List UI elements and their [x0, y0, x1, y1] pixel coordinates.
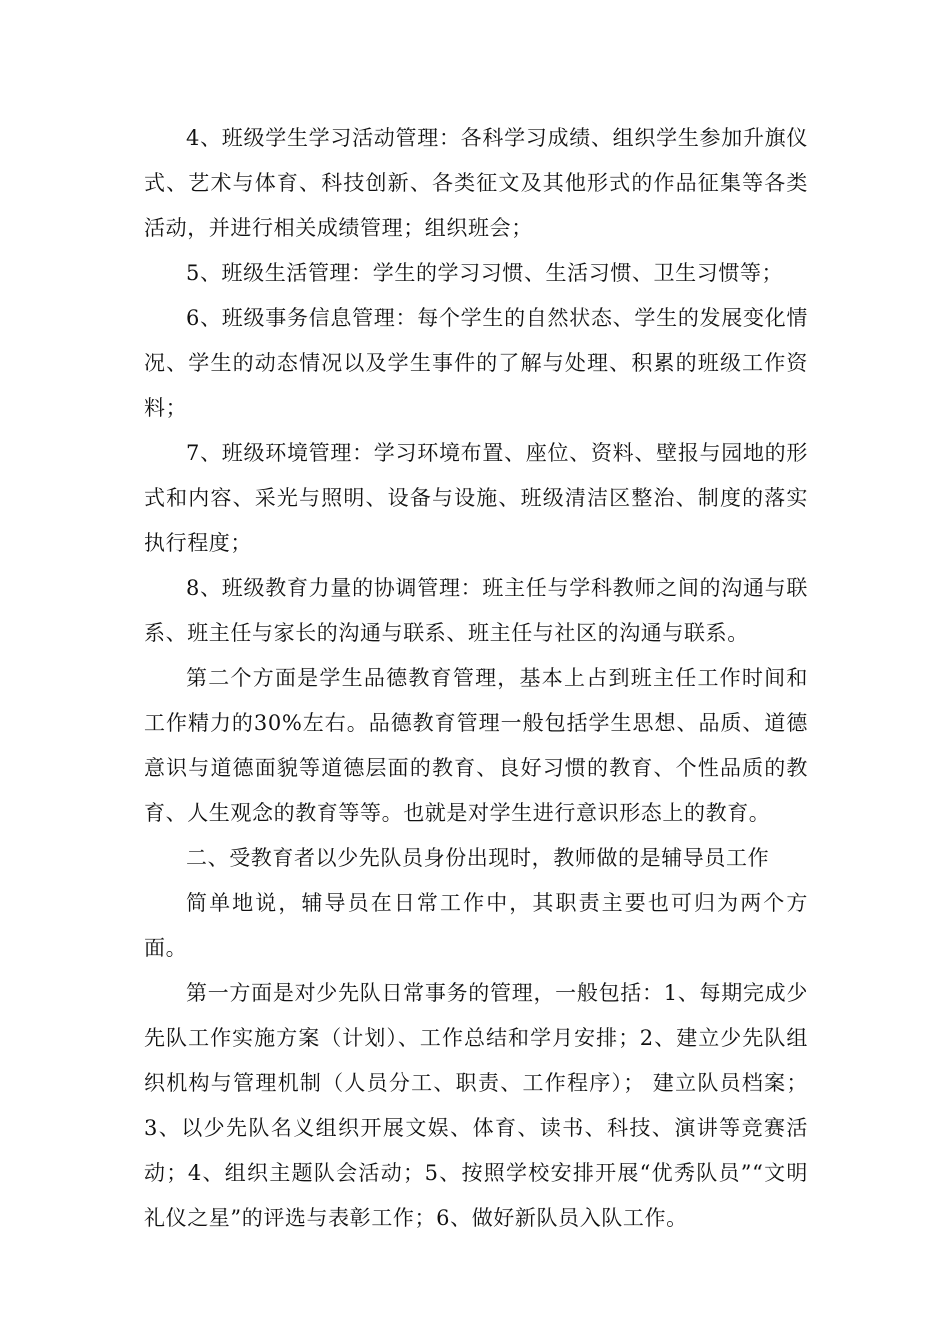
- paragraph-class-education-coordination: 8、班级教育力量的协调管理：班主任与学科教师之间的沟通与联系、班主任与家长的沟通与联系、班主任与社区的沟通与联系。: [144, 576, 808, 645]
- section-heading-counselor-work: 二、受教育者以少先队员身份出现时，教师做的是辅导员工作: [186, 846, 770, 870]
- paragraph-class-study-activities: 4、班级学生学习活动管理：各科学习成绩、组织学生参加升旗仪式、艺术与体育、科技创新、各类征文及其他形式的作品征集等各类活动，并进行相关成绩管理；组织班会；: [144, 126, 808, 240]
- paragraph-class-affairs-information: 6、班级事务信息管理：每个学生的自然状态、学生的发展变化情况、学生的动态情况以及学生事件的了解与处理、积累的班级工作资料；: [144, 306, 808, 420]
- paragraph-moral-education: 第二个方面是学生品德教育管理，基本上占到班主任工作时间和工作精力的30%左右。品德教育管理一般包括学生思想、品质、道德意识与道德面貌等道德层面的教育、良好习惯的教育、个性品质的教育、人生观念的教育等等。也就是对学生进行意识形态上的教育。: [144, 666, 808, 825]
- paragraph-counselor-summary: 简单地说，辅导员在日常工作中，其职责主要也可归为两个方面。: [144, 891, 808, 960]
- paragraph-class-environment: 7、班级环境管理：学习环境布置、座位、资料、壁报与园地的形式和内容、采光与照明、设备与设施、班级清洁区整治、制度的落实执行程度；: [144, 441, 808, 555]
- paragraph-pioneer-daily-affairs: 第一方面是对少先队日常事务的管理，一般包括：1、每期完成少先队工作实施方案（计划）、工作总结和学月安排；2、建立少先队组织机构与管理机制（人员分工、职责、工作程序）； 建立队员档案；3、以少先队名义组织开展文娱、体育、读书、科技、演讲等竞赛活动；4、组织主题队会活动；5、按照学校安排开展“优秀队员”“文明礼仪之星”的评选与表彰工作；6、做好新队员入队工作。: [144, 981, 808, 1230]
- paragraph-class-life-management: 5、班级生活管理：学生的学习习惯、生活习惯、卫生习惯等；: [186, 261, 784, 285]
- document-body: [144, 116, 808, 1241]
